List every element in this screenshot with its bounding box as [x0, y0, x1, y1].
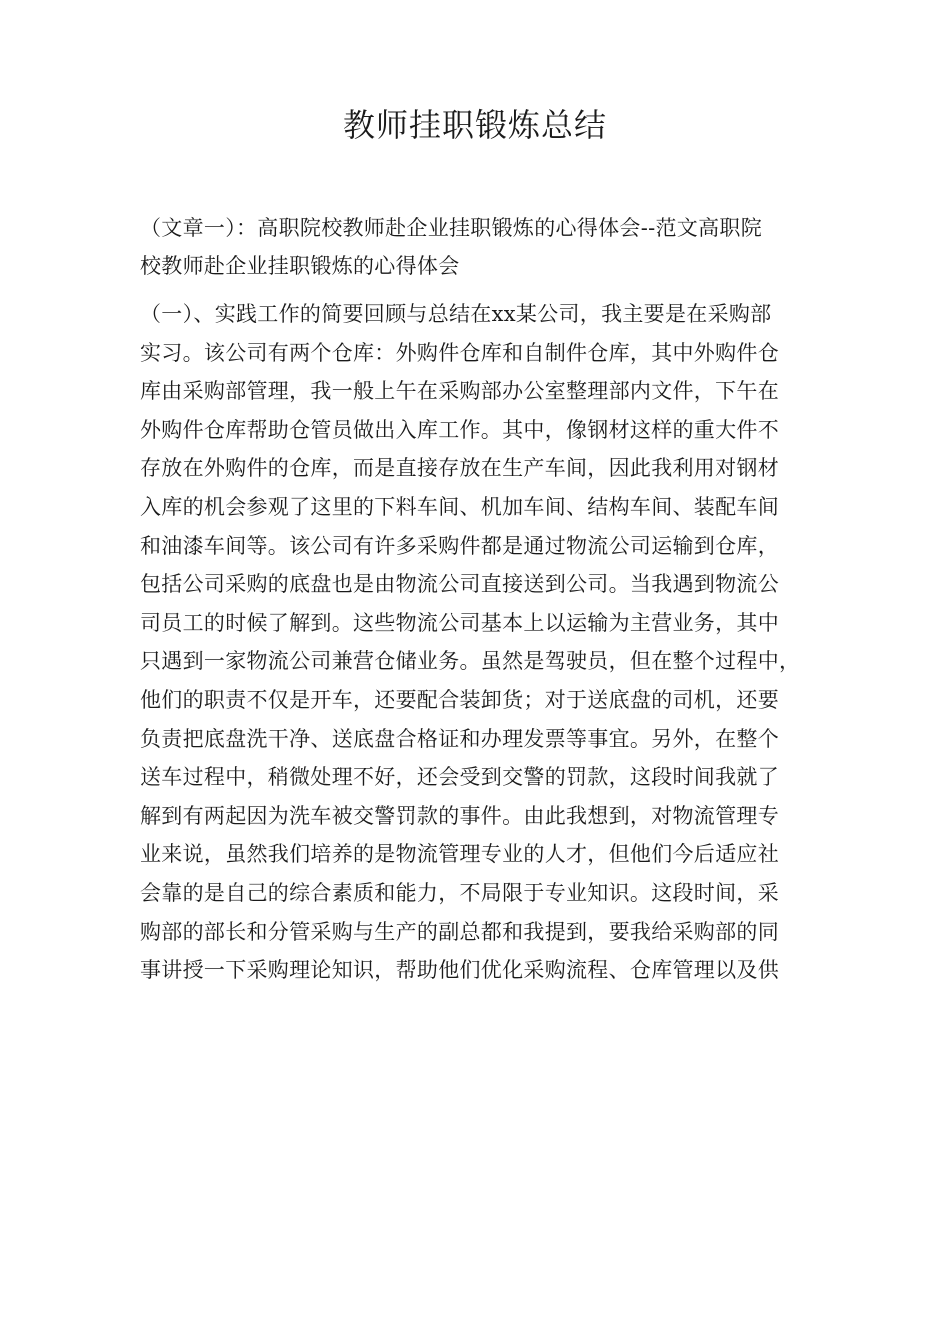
intro-paragraph — [140, 210, 830, 285]
text-line: 包括公司采购的底盘也是由物流公司直接送到公司。当我遇到物流公 — [140, 572, 779, 597]
main-paragraph — [140, 295, 830, 990]
text-line: 负责把底盘洗干净、送底盘合格证和办理发票等事宜。另外，在整个 — [140, 726, 779, 751]
text-line: （文章一）：高职院校教师赴企业挂职锻炼的心得体会--范文高职院 — [140, 216, 762, 240]
text-line: 存放在外购件的仓库，而是直接存放在生产车间，因此我利用对钢材 — [140, 456, 779, 481]
text-line: 解到有两起因为洗车被交警罚款的事件。由此我想到，对物流管理专 — [140, 803, 779, 828]
document-title: 教师挂职锻炼总结 — [342, 106, 607, 144]
text-line: 会靠的是自己的综合素质和能力，不局限于专业知识。这段时间，采 — [140, 880, 779, 905]
text-line: 只遇到一家物流公司兼营仓储业务。虽然是驾驶员，但在整个过程中， — [140, 649, 801, 674]
text-line: 校教师赴企业挂职锻炼的心得体会 — [140, 253, 460, 278]
text-line: 库由采购部管理，我一般上午在采购部办公室整理部内文件，下午在 — [140, 379, 779, 404]
text-line: 他们的职责不仅是开车，还要配合装卸货；对于送底盘的司机，还要 — [140, 687, 779, 712]
text-line: （一）、实践工作的简要回顾与总结在xx某公司，我主要是在采购部 — [140, 302, 772, 326]
text-line: 购部的部长和分管采购与生产的副总都和我提到，要我给采购部的同 — [140, 919, 779, 944]
text-line: 外购件仓库帮助仓管员做出入库工作。其中，像钢材这样的重大件不 — [140, 417, 779, 442]
text-line: 送车过程中，稍微处理不好，还会受到交警的罚款，这段时间我就了 — [140, 765, 779, 790]
text-line: 事讲授一下采购理论知识，帮助他们优化采购流程、仓库管理以及供 — [140, 958, 779, 983]
text-line: 司员工的时候了解到。这些物流公司基本上以运输为主营业务，其中 — [140, 610, 779, 635]
text-line: 业来说，虽然我们培养的是物流管理专业的人才，但他们今后适应社 — [140, 842, 779, 867]
text-line: 实习。该公司有两个仓库：外购件仓库和自制件仓库，其中外购件仓 — [140, 340, 779, 365]
document-body — [140, 210, 830, 990]
text-line: 和油漆车间等。该公司有许多采购件都是通过物流公司运输到仓库， — [140, 533, 779, 558]
text-line: 入库的机会参观了这里的下料车间、机加车间、结构车间、装配车间 — [140, 494, 779, 519]
